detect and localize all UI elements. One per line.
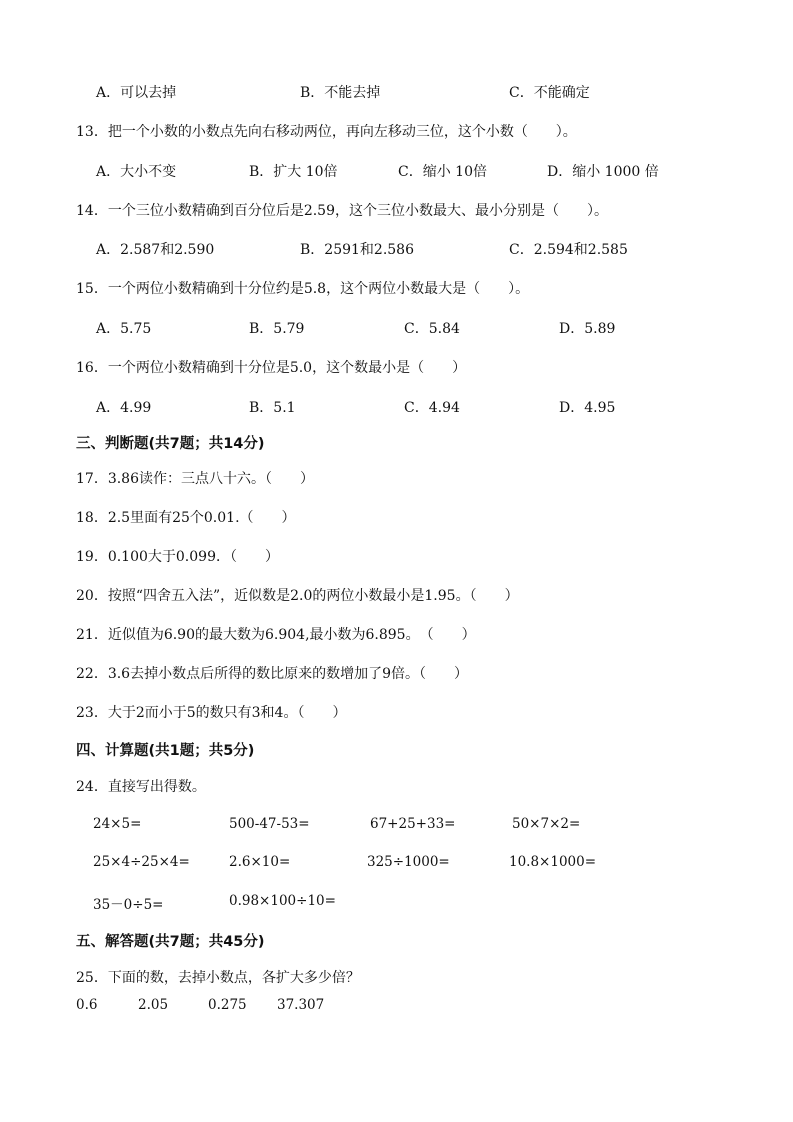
section-3-title: 三、判断题(共7题；共14分) <box>76 436 265 452</box>
question-25: 25．下面的数，去掉小数点，各扩大多少倍？ <box>76 970 360 986</box>
q15-option-c: C．5.84 <box>404 321 460 337</box>
question-21: 21．近似值为6.90的最大数为6.904,最小数为6.895。 （ ） <box>76 627 476 643</box>
calc-item: 50×7×2= <box>512 816 581 832</box>
section-4-title: 四、计算题(共1题；共5分) <box>76 743 255 759</box>
calc-item: 325÷1000= <box>367 854 450 870</box>
q14-option-c: C．2.594和2.585 <box>509 242 628 258</box>
calc-item: 10.8×1000= <box>509 854 597 870</box>
option-c: C．不能确定 <box>509 85 590 101</box>
section-5-title: 五、解答题(共7题；共45分) <box>76 934 265 950</box>
calc-item: 35－0÷5= <box>93 897 164 913</box>
number-item: 37.307 <box>277 997 325 1013</box>
q15-option-d: D．5.89 <box>559 321 616 337</box>
question-23: 23．大于2而小于5的数只有3和4。（ ） <box>76 705 347 721</box>
question-24: 24．直接写出得数。 <box>76 779 206 795</box>
question-20: 20．按照“四舍五入法”，近似数是2.0的两位小数最小是1.95。（ ） <box>76 588 519 604</box>
calc-item: 2.6×10= <box>229 854 291 870</box>
q14-option-b: B．2591和2.586 <box>300 242 414 258</box>
q13-option-d: D．缩小 1000 倍 <box>547 164 659 180</box>
calc-item: 500-47-53= <box>229 816 310 832</box>
question-13: 13．把一个小数的小数点先向右移动两位，再向左移动三位，这个小数（ ）。 <box>76 124 577 140</box>
q13-option-c: C．缩小 10倍 <box>398 164 487 180</box>
question-17: 17．3.86读作：三点八十六。（ ） <box>76 471 314 487</box>
number-item: 0.6 <box>76 997 98 1013</box>
q15-option-a: A．5.75 <box>96 321 152 337</box>
q16-option-c: C．4.94 <box>404 400 460 416</box>
calc-item: 67+25+33= <box>370 816 456 832</box>
calc-item: 0.98×100÷10= <box>229 893 336 909</box>
question-15: 15．一个两位小数精确到十分位约是5.8，这个两位小数最大是（ ）。 <box>76 281 530 297</box>
q13-option-b: B．扩大 10倍 <box>249 164 338 180</box>
question-14: 14．一个三位小数精确到百分位后是2.59，这个三位小数最大、最小分别是（ ）。 <box>76 203 608 219</box>
q16-option-b: B．5.1 <box>249 400 296 416</box>
question-22: 22．3.6去掉小数点后所得的数比原来的数增加了9倍。（ ） <box>76 666 468 682</box>
q13-option-a: A．大小不变 <box>96 164 177 180</box>
q14-option-a: A．2.587和2.590 <box>96 242 215 258</box>
number-item: 0.275 <box>208 997 247 1013</box>
calc-item: 24×5= <box>93 816 142 832</box>
number-item: 2.05 <box>138 997 169 1013</box>
q15-option-b: B．5.79 <box>249 321 305 337</box>
question-18: 18．2.5里面有25个0.01.（ ） <box>76 510 296 526</box>
calc-item: 25×4÷25×4= <box>93 854 190 870</box>
q16-option-d: D．4.95 <box>559 400 616 416</box>
question-16: 16．一个两位小数精确到十分位是5.0，这个数最小是（ ） <box>76 360 467 376</box>
question-19: 19．0.100大于0.099．（ ） <box>76 549 279 565</box>
option-a: A．可以去掉 <box>96 85 177 101</box>
q16-option-a: A．4.99 <box>96 400 152 416</box>
option-b: B．不能去掉 <box>300 85 381 101</box>
